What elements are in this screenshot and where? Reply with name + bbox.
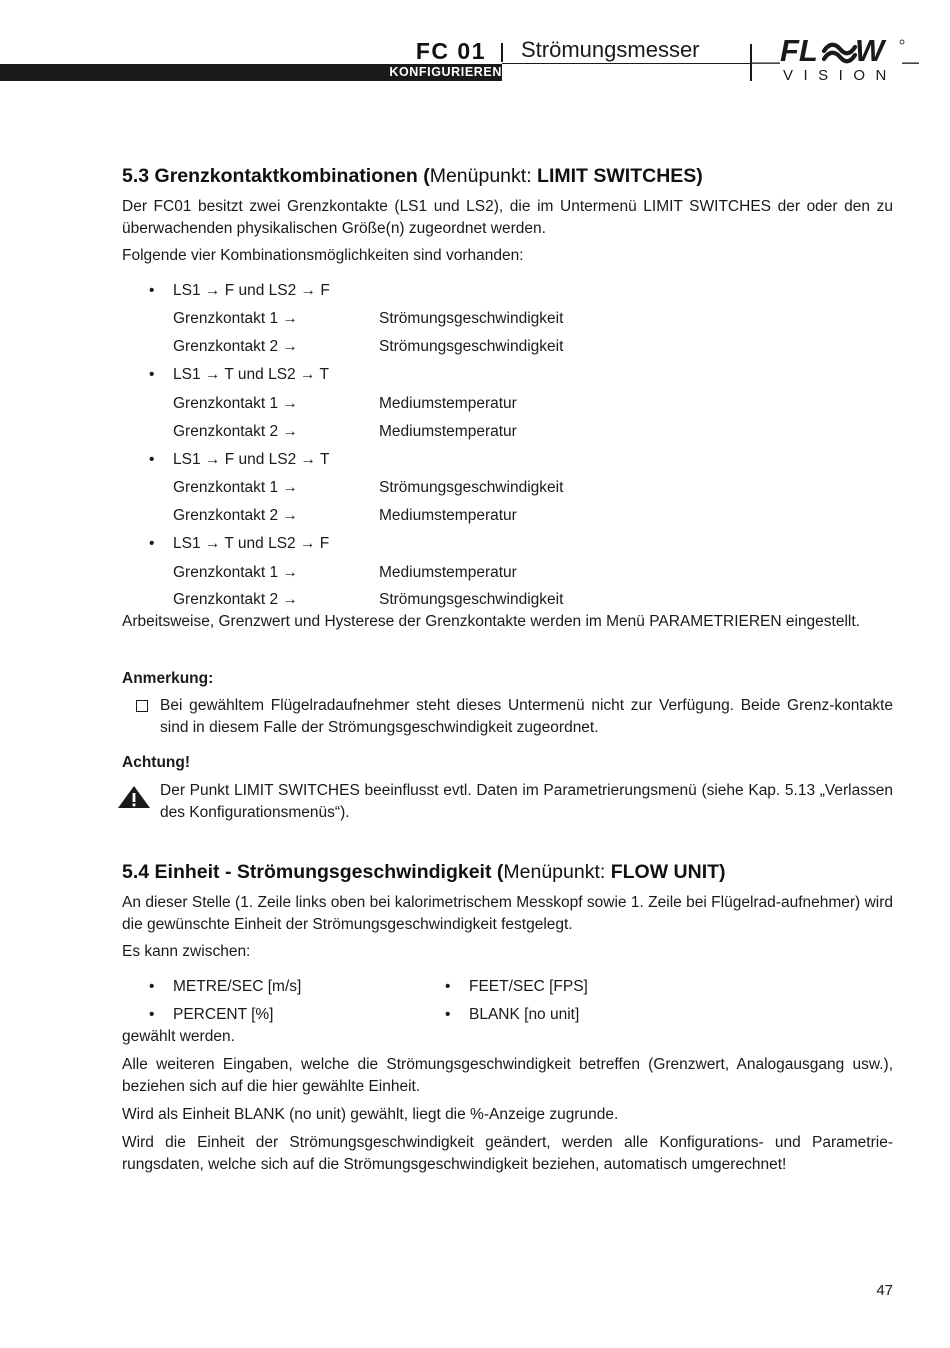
warning-text: Der Punkt LIMIT SWITCHES beeinflusst evtl. Daten im Parametrierungsmenü (siehe Kap. 5.13 „Verlassen des Konfigurationsmenüs“). [160, 782, 893, 821]
header-product: Strömungsmesser [521, 37, 700, 62]
contact-label: Grenzkontakt 2 → [173, 423, 298, 440]
contact-quantity: Strömungsgeschwindigkeit [379, 591, 564, 608]
checkbox-icon [136, 700, 148, 712]
section-5-4-intro: An dieser Stelle (1. Zeile links oben bei kalorimetrischem Messkopf sowie 1. Zeile bei Flügelrad-aufnehmer) wird die gewünschte Einheit der Strömungsgeschwindigkeit festgelegt. [122, 894, 893, 933]
contact-label: Grenzkontakt 2 → [173, 591, 298, 608]
bullet: • [149, 1006, 155, 1023]
warning-title: Achtung! [122, 754, 191, 771]
section-5-3-after: Arbeitsweise, Grenzwert und Hysterese der Grenzkontakte werden im Menü PARAMETRIEREN eingestellt. [122, 613, 860, 630]
unit-option: BLANK [no unit] [469, 1006, 580, 1023]
heading-bold-end: FLOW UNIT) [610, 861, 726, 883]
flow-wave-logo-icon [752, 34, 924, 84]
section-5-3-intro: Der FC01 besitzt zwei Grenzkontakte (LS1 und LS2), die im Untermenü LIMIT SWITCHES der oder den zu überwachenden physikalischen Größe(n) zugeordnet werden. [122, 198, 893, 237]
bullet: • [149, 451, 155, 468]
combination-title: LS1 → T und LS2 → T [173, 366, 329, 383]
header-rule [502, 63, 752, 64]
heading-light: Menüpunkt: [503, 861, 611, 883]
bullet: • [445, 978, 451, 995]
section-heading-5-4 [122, 860, 726, 884]
section-5-4-para2: Wird als Einheit BLANK (no unit) gewählt, liegt die %-Anzeige zugrunde. [122, 1106, 619, 1123]
unit-option: METRE/SEC [m/s] [173, 978, 302, 995]
combination-title: LS1 → F und LS2 → T [173, 451, 330, 468]
heading-bold: 5.3 Grenzkontaktkombinationen ( [122, 165, 430, 187]
note-text: Bei gewähltem Flügelradaufnehmer steht dieses Untermenü nicht zur Verfügung. Beide Grenz-kontakte sind in diesem Falle der Strömungsgeschwindigkeit zugeordnet. [160, 697, 893, 736]
warning-triangle-icon [117, 785, 151, 809]
contact-quantity: Mediumstemperatur [379, 423, 517, 440]
section-5-3-lead: Folgende vier Kombinationsmöglichkeiten sind vorhanden: [122, 247, 524, 264]
svg-text:W: W [855, 34, 885, 68]
heading-bold: 5.4 Einheit - Strömungsgeschwindigkeit ( [122, 861, 504, 883]
header-section-label: KONFIGURIEREN [389, 65, 502, 79]
unit-option: PERCENT [%] [173, 1006, 274, 1023]
units-tail: gewählt werden. [122, 1028, 235, 1045]
heading-light: Menüpunkt: [429, 165, 538, 187]
bullet: • [149, 282, 155, 299]
section-heading-5-3 [122, 164, 703, 188]
page-number: 47 [876, 1282, 893, 1299]
bullet: • [149, 366, 155, 383]
section-5-4-lead: Es kann zwischen: [122, 943, 251, 960]
unit-option: FEET/SEC [FPS] [469, 978, 588, 995]
section-5-4-para3: Wird die Einheit der Strömungsgeschwindigkeit geändert, werden alle Konfigurations- und Parametrie-rungsdaten, welche sich auf die Strömungsgeschwindigkeit beziehen, automatisch umgerechnet! [122, 1134, 893, 1173]
flow-vision-logo [752, 34, 924, 84]
bullet: • [445, 1006, 451, 1023]
contact-quantity: Strömungsgeschwindigkeit [379, 310, 564, 327]
contact-quantity: Mediumstemperatur [379, 395, 517, 412]
heading-bold-end: LIMIT SWITCHES) [537, 165, 703, 187]
section-5-4-para1: Alle weiteren Eingaben, welche die Strömungsgeschwindigkeit betreffen (Grenzwert, Analogausgang usw.), beziehen sich auf die hier gewählte Einheit. [122, 1056, 893, 1095]
contact-label: Grenzkontakt 1 → [173, 310, 298, 327]
contact-label: Grenzkontakt 2 → [173, 507, 298, 524]
contact-quantity: Strömungsgeschwindigkeit [379, 338, 564, 355]
header-model: FC 01 [415, 38, 486, 64]
svg-text:VISION: VISION [783, 67, 897, 84]
contact-quantity: Mediumstemperatur [379, 507, 517, 524]
combination-title: LS1 → F und LS2 → F [173, 282, 330, 299]
contact-label: Grenzkontakt 2 → [173, 338, 298, 355]
contact-label: Grenzkontakt 1 → [173, 395, 298, 412]
combination-title: LS1 → T und LS2 → F [173, 535, 330, 552]
header-divider [501, 43, 503, 62]
contact-label: Grenzkontakt 1 → [173, 564, 298, 581]
contact-quantity: Strömungsgeschwindigkeit [379, 479, 564, 496]
bullet: • [149, 535, 155, 552]
contact-label: Grenzkontakt 1 → [173, 479, 298, 496]
contact-quantity: Mediumstemperatur [379, 564, 517, 581]
note-title: Anmerkung: [122, 670, 214, 687]
svg-text:FL: FL [780, 34, 818, 68]
bullet: • [149, 978, 155, 995]
